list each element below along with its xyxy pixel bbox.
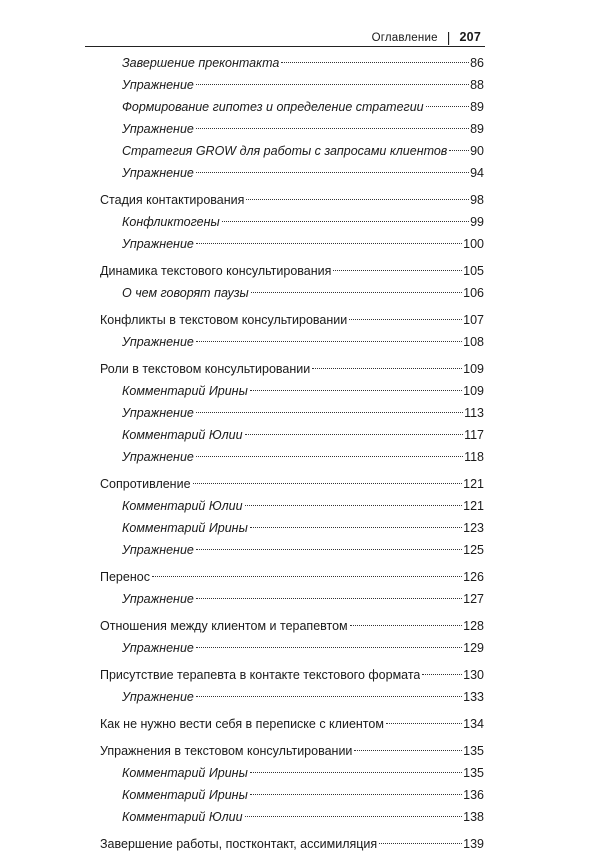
toc-chapter-entry [100,358,484,380]
dot-leader [196,172,469,173]
toc-subsection-entry [100,282,484,304]
dot-leader [196,341,462,342]
toc-entry-title: Упражнение [122,543,194,557]
toc-entry-page: 130 [463,668,484,682]
toc-entry-page: 135 [463,744,484,758]
toc-subsection-entry [100,539,484,561]
dot-leader [386,723,462,724]
toc-subsection-entry [100,140,484,162]
toc-entry-title: Упражнения в текстовом консультировании [100,744,353,758]
toc-entry-title: Комментарий Ирины [122,521,248,535]
dot-leader [251,292,462,293]
toc-chapter-entry [100,309,484,331]
toc-subsection-entry [100,162,484,184]
dot-leader [354,750,462,751]
dot-leader [196,243,462,244]
dot-leader [349,319,462,320]
dot-leader [245,434,463,435]
toc-subsection-entry [100,446,484,468]
toc-entry-title: Завершение преконтакта [122,56,280,70]
toc-entry-title: Упражнение [122,237,194,251]
toc-chapter-entry [100,189,484,211]
toc-entry-page: 127 [463,592,484,606]
toc-entry-page: 113 [464,406,484,420]
toc-entry-title: Упражнение [122,450,194,464]
toc-entry-title: Упражнение [122,406,194,420]
toc-entry-page: 134 [463,717,484,731]
toc-subsection-entry [100,74,484,96]
toc-entry-title: О чем говорят паузы [122,286,249,300]
toc-subsection-entry [100,52,484,74]
toc-subsection-entry [100,495,484,517]
toc-subsection-entry [100,784,484,806]
toc-subsection-entry [100,233,484,255]
toc-entry-title: Отношения между клиентом и терапевтом [100,619,348,633]
dot-leader [250,794,462,795]
dot-leader [196,84,469,85]
toc-entry-page: 139 [463,837,484,851]
dot-leader [193,483,463,484]
dot-leader [422,674,462,675]
toc-subsection-entry [100,686,484,708]
toc-entry-page: 138 [463,810,484,824]
toc-entry-page: 94 [470,166,484,180]
toc-entry-title: Конфликты в текстовом консультировании [100,313,348,327]
toc-subsection-entry [100,96,484,118]
toc-chapter-entry [100,260,484,282]
dot-leader [196,696,462,697]
toc-entry-page: 118 [464,450,484,464]
toc-subsection-entry [100,118,484,140]
toc-entry-page: 108 [463,335,484,349]
toc-entry-title: Роли в текстовом консультировании [100,362,311,376]
toc-entry-title: Комментарий Юлии [122,428,243,442]
toc-entry-page: 107 [463,313,484,327]
dot-leader [281,62,469,63]
dot-leader [333,270,462,271]
header-rule [85,46,485,47]
dot-leader [250,390,462,391]
toc-entry-title: Комментарий Ирины [122,788,248,802]
dot-leader [245,505,463,506]
section-title: Оглавление [371,32,438,44]
toc-subsection-entry [100,762,484,784]
toc-entry-title: Динамика текстового консультирования [100,264,332,278]
toc-subsection-entry [100,211,484,233]
toc-subsection-entry [100,637,484,659]
toc-entry-page: 117 [464,428,484,442]
toc-entry-page: 121 [463,499,484,513]
running-header [372,28,481,44]
toc-entry-page: 105 [463,264,484,278]
toc-subsection-entry [100,402,484,424]
dot-leader [379,843,462,844]
toc-entry-title: Комментарий Юлии [122,499,243,513]
toc-entry-page: 125 [463,543,484,557]
toc-entry-page: 126 [463,570,484,584]
dot-leader [196,647,462,648]
toc-entry-page: 135 [463,766,484,780]
toc-chapter-entry [100,615,484,637]
toc-entry-page: 90 [470,144,484,158]
toc-entry-page: 98 [470,193,484,207]
toc-entry-page: 89 [470,100,484,114]
toc-entry-page: 129 [463,641,484,655]
dot-leader [245,816,463,817]
toc-entry-page: 109 [463,362,484,376]
toc-entry-title: Комментарий Ирины [122,766,248,780]
toc-entry-page: 99 [470,215,484,229]
toc-subsection-entry [100,331,484,353]
toc-chapter-entry [100,566,484,588]
toc-entry-title: Перенос [100,570,150,584]
page-number: 207 [459,30,481,44]
toc-entry-title: Упражнение [122,122,194,136]
dot-leader [196,549,462,550]
toc-entry-title: Упражнение [122,690,194,704]
toc-subsection-entry [100,424,484,446]
toc-subsection-entry [100,806,484,828]
dot-leader [246,199,469,200]
toc-entry-page: 106 [463,286,484,300]
toc-entry-title: Как не нужно вести себя в переписке с клиентом [100,717,384,731]
toc-entry-title: Конфликтогены [122,215,220,229]
toc-entry-title: Упражнение [122,166,194,180]
toc-entry-page: 109 [463,384,484,398]
toc-subsection-entry [100,588,484,610]
dot-leader [250,527,462,528]
toc-chapter-entry [100,833,484,855]
dot-leader [449,150,469,151]
dot-leader [196,456,463,457]
toc-entry-title: Формирование гипотез и определение стратегии [122,100,424,114]
toc-entry-title: Упражнение [122,592,194,606]
toc-entry-page: 123 [463,521,484,535]
toc-entry-title: Сопротивление [100,477,191,491]
toc-entry-title: Комментарий Юлии [122,810,243,824]
toc-chapter-entry [100,740,484,762]
toc-entry-page: 133 [463,690,484,704]
table-of-contents [100,52,484,855]
dot-leader [222,221,469,222]
toc-entry-page: 88 [470,78,484,92]
toc-entry-title: Упражнение [122,78,194,92]
dot-leader [426,106,469,107]
toc-entry-title: Упражнение [122,335,194,349]
toc-entry-title: Стадия контактирования [100,193,245,207]
toc-entry-page: 86 [470,56,484,70]
toc-entry-title: Завершение работы, постконтакт, ассимиляция [100,837,378,851]
toc-entry-title: Присутствие терапевта в контакте текстового формата [100,668,421,682]
toc-entry-page: 100 [463,237,484,251]
toc-entry-page: 89 [470,122,484,136]
dot-leader [312,368,462,369]
toc-subsection-entry [100,517,484,539]
dot-leader [350,625,462,626]
toc-chapter-entry [100,713,484,735]
toc-entry-page: 136 [463,788,484,802]
header-separator: | [446,29,451,45]
toc-entry-title: Стратегия GROW для работы с запросами клиентов [122,144,448,158]
dot-leader [152,576,462,577]
dot-leader [196,412,463,413]
dot-leader [196,598,462,599]
dot-leader [196,128,469,129]
toc-entry-page: 121 [463,477,484,491]
toc-subsection-entry [100,380,484,402]
toc-entry-title: Комментарий Ирины [122,384,248,398]
toc-entry-title: Упражнение [122,641,194,655]
toc-chapter-entry [100,473,484,495]
dot-leader [250,772,462,773]
toc-entry-page: 128 [463,619,484,633]
toc-chapter-entry [100,664,484,686]
